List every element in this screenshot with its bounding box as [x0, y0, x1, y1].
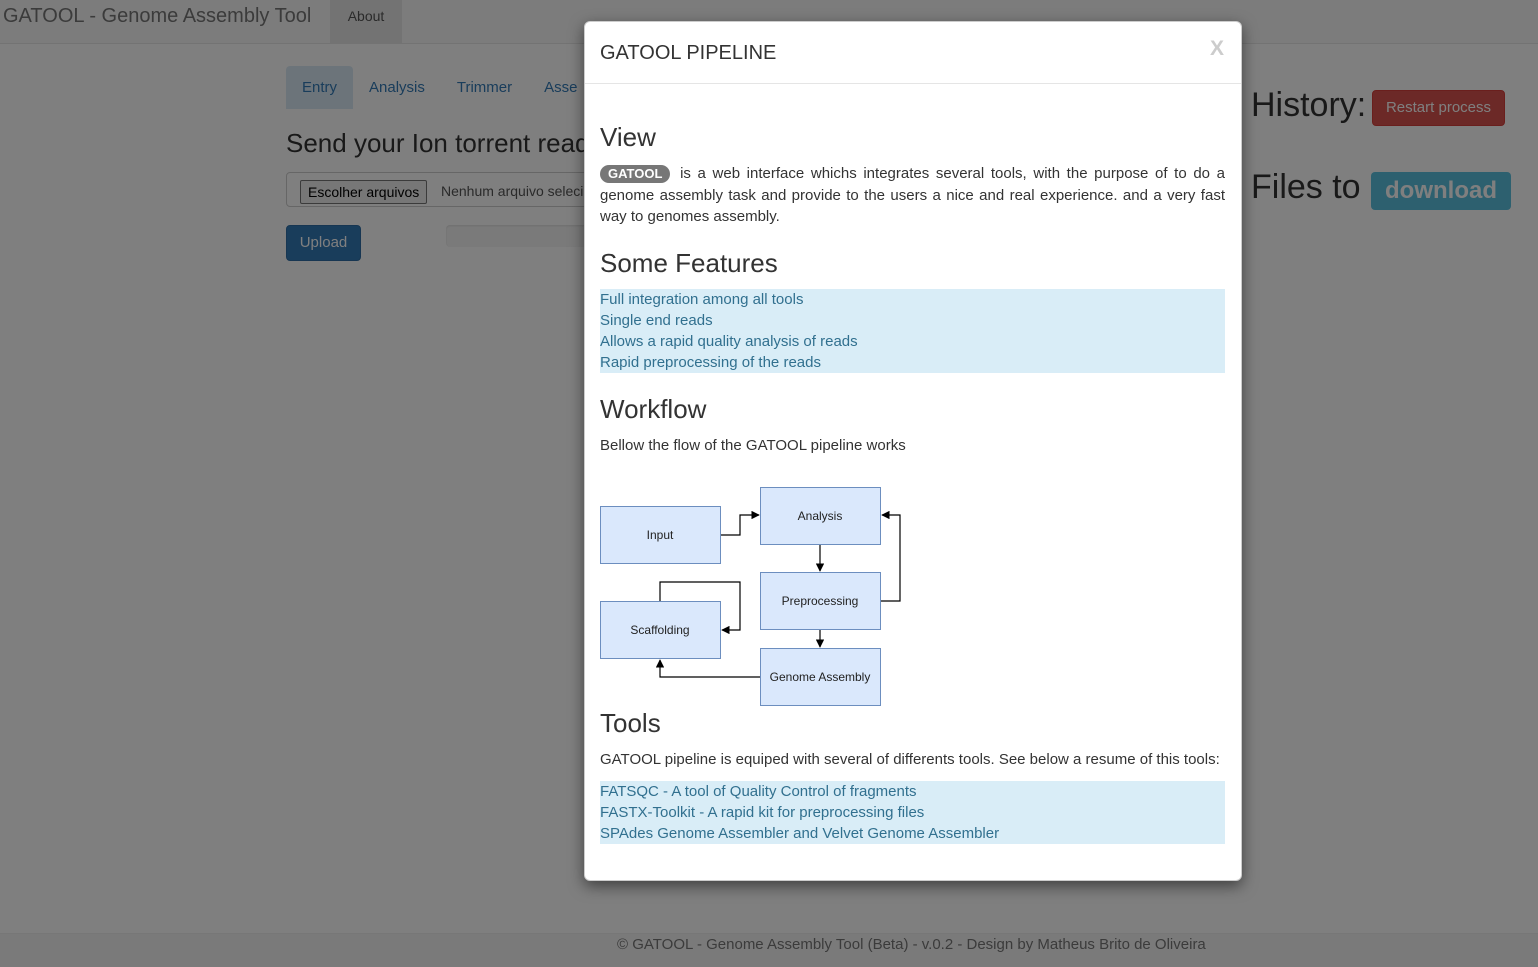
features-list: [600, 289, 1225, 373]
svg-text:Input: Input: [646, 528, 674, 542]
tool-item: SPAdes Genome Assembler and Velvet Genome Assembler: [600, 825, 1000, 842]
node-genome-assembly: [761, 649, 881, 706]
feature-item: Allows a rapid quality analysis of reads: [600, 333, 858, 350]
node-preprocessing: [761, 573, 881, 630]
view-heading: View: [600, 122, 656, 152]
tools-list: [600, 781, 1225, 844]
feature-item: Single end reads: [600, 312, 713, 329]
node-analysis: [761, 488, 881, 545]
svg-text:Scaffolding: Scaffolding: [630, 623, 690, 637]
modal-header: [585, 22, 1241, 84]
feature-item: Rapid preprocessing of the reads: [600, 354, 821, 371]
tool-item: FASTX-Toolkit - A rapid kit for preprocessing files: [600, 804, 925, 821]
svg-text:Analysis: Analysis: [797, 509, 843, 523]
node-input: [601, 507, 721, 564]
svg-text:Preprocessing: Preprocessing: [781, 594, 859, 608]
gatool-badge: GATOOL: [600, 165, 670, 183]
workflow-diagram: [600, 487, 910, 709]
svg-text:Genome Assembly: Genome Assembly: [769, 670, 871, 684]
close-icon[interactable]: X: [1209, 37, 1224, 60]
view-text: is a web interface whichs integrates several tools, with the purpose of to do a genome assembly task and provide to the users a nice and real experience. and a very fast way to genomes assembly.: [600, 165, 1226, 225]
workflow-heading: Workflow: [600, 394, 707, 424]
features-heading: Some Features: [600, 248, 778, 278]
workflow-description: Bellow the flow of the GATOOL pipeline works: [600, 437, 906, 454]
feature-item: Full integration among all tools: [600, 291, 804, 308]
tool-item: FATSQC - A tool of Quality Control of fragments: [600, 783, 917, 800]
tools-heading: Tools: [600, 708, 661, 738]
modal-title: GATOOL PIPELINE: [600, 42, 777, 64]
node-scaffolding: [601, 602, 721, 659]
view-description: [600, 163, 1225, 228]
pipeline-modal: [584, 21, 1242, 881]
tools-description: GATOOL pipeline is equiped with several of differents tools. See below a resume of this tools:: [600, 751, 1220, 768]
